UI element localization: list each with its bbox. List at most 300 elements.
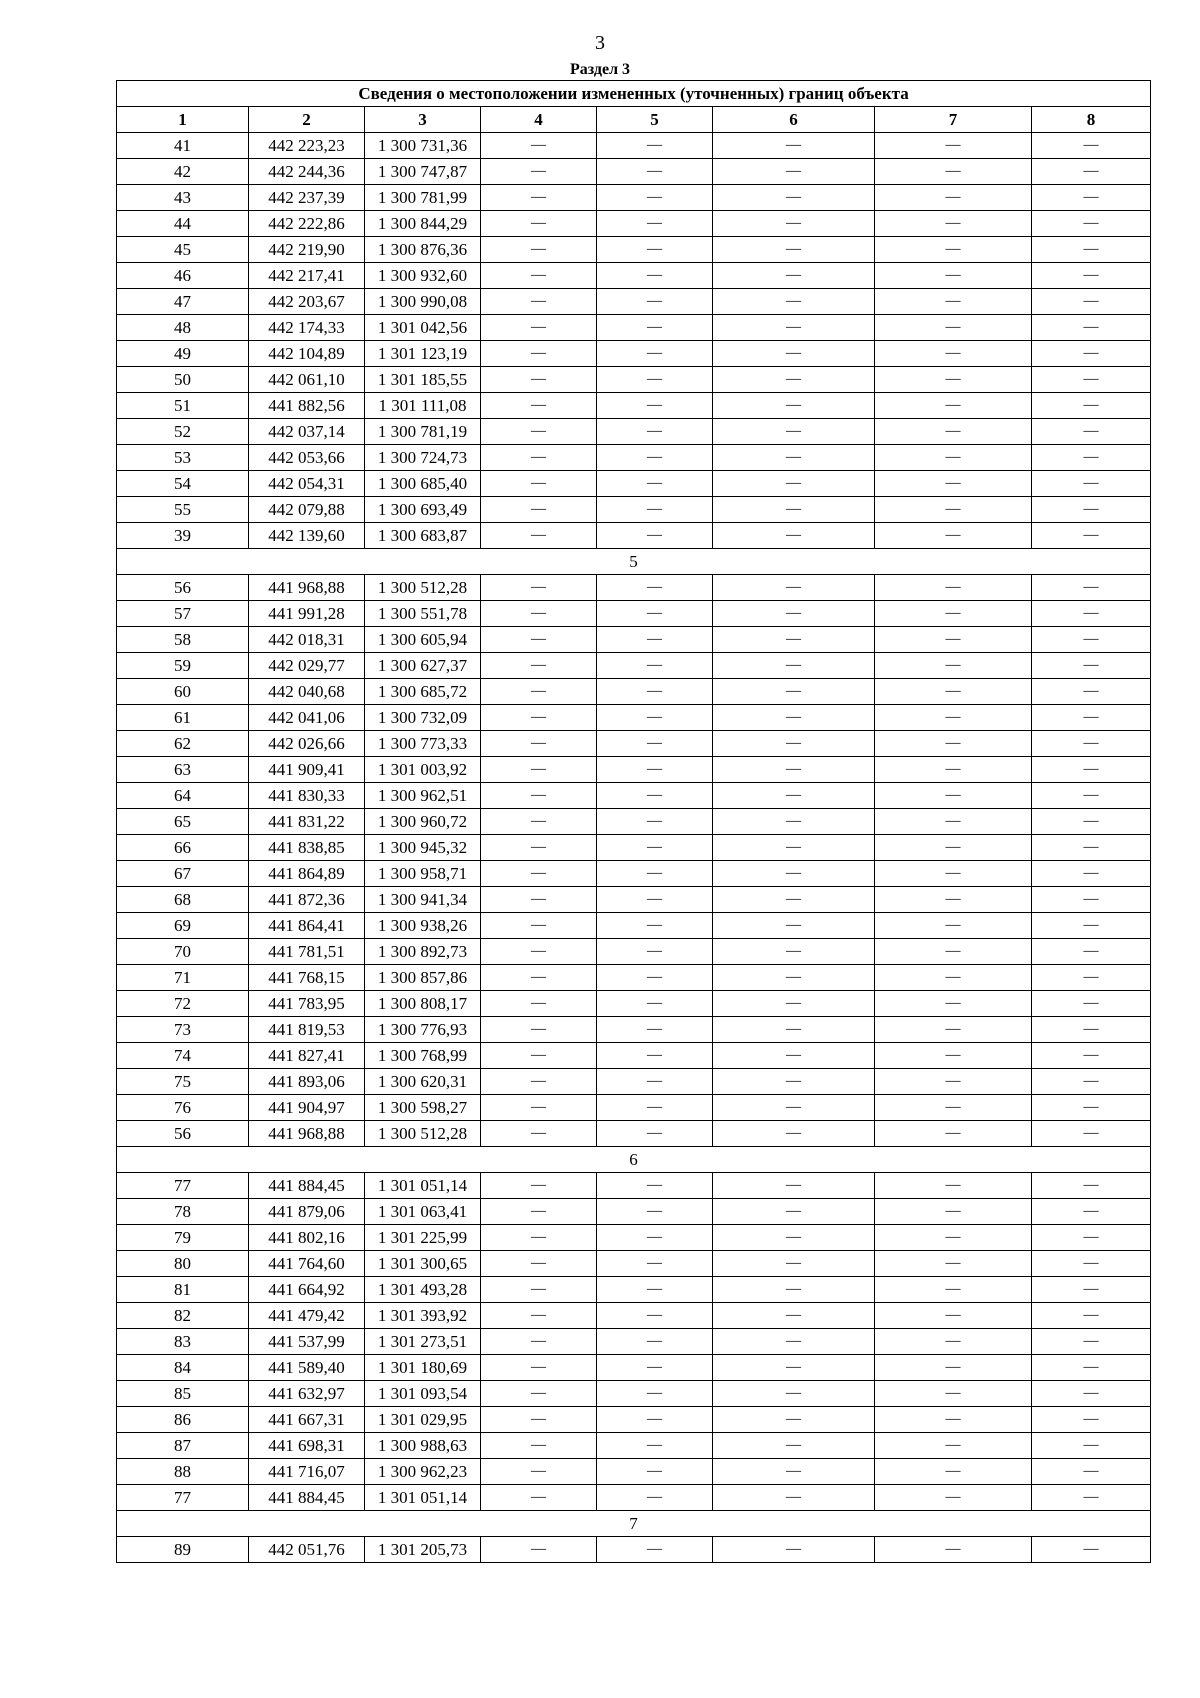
- point-number-cell: 88: [117, 1459, 249, 1485]
- point-number-cell: 89: [117, 1537, 249, 1563]
- table-row: [117, 133, 1151, 159]
- empty-cell-col7: —: [875, 1407, 1032, 1433]
- empty-cell-col7: —: [875, 185, 1032, 211]
- empty-cell-col4: —: [481, 705, 597, 731]
- empty-cell-col6: —: [713, 1225, 875, 1251]
- empty-cell-col7: —: [875, 991, 1032, 1017]
- empty-cell-col8: —: [1032, 367, 1151, 393]
- column-number-4: 4: [481, 107, 597, 133]
- table-row: [117, 1537, 1151, 1563]
- empty-cell-col5: —: [597, 1433, 713, 1459]
- x-coordinate-cell: 441 882,56: [249, 393, 365, 419]
- point-number-cell: 60: [117, 679, 249, 705]
- empty-cell-col8: —: [1032, 1459, 1151, 1485]
- x-coordinate-cell: 442 051,76: [249, 1537, 365, 1563]
- empty-cell-col7: —: [875, 835, 1032, 861]
- column-number-3: 3: [365, 107, 481, 133]
- empty-cell-col4: —: [481, 1043, 597, 1069]
- empty-cell-col7: —: [875, 1355, 1032, 1381]
- empty-cell-col7: —: [875, 627, 1032, 653]
- empty-cell-col8: —: [1032, 757, 1151, 783]
- table-row: [117, 809, 1151, 835]
- y-coordinate-cell: 1 300 962,51: [365, 783, 481, 809]
- empty-cell-col7: —: [875, 315, 1032, 341]
- empty-cell-col5: —: [597, 315, 713, 341]
- empty-cell-col5: —: [597, 1251, 713, 1277]
- empty-cell-col5: —: [597, 1407, 713, 1433]
- empty-cell-col8: —: [1032, 315, 1151, 341]
- empty-cell-col4: —: [481, 1329, 597, 1355]
- empty-cell-col8: —: [1032, 601, 1151, 627]
- empty-cell-col5: —: [597, 133, 713, 159]
- empty-cell-col7: —: [875, 1017, 1032, 1043]
- empty-cell-col4: —: [481, 1355, 597, 1381]
- table-row: [117, 1355, 1151, 1381]
- empty-cell-col8: —: [1032, 705, 1151, 731]
- empty-cell-col4: —: [481, 1433, 597, 1459]
- x-coordinate-cell: 442 237,39: [249, 185, 365, 211]
- empty-cell-col6: —: [713, 1017, 875, 1043]
- empty-cell-col7: —: [875, 705, 1032, 731]
- empty-cell-col8: —: [1032, 939, 1151, 965]
- empty-cell-col7: —: [875, 497, 1032, 523]
- empty-cell-col7: —: [875, 1459, 1032, 1485]
- empty-cell-col4: —: [481, 1485, 597, 1511]
- empty-cell-col7: —: [875, 1199, 1032, 1225]
- empty-cell-col4: —: [481, 1537, 597, 1563]
- empty-cell-col6: —: [713, 1069, 875, 1095]
- empty-cell-col5: —: [597, 861, 713, 887]
- empty-cell-col5: —: [597, 1303, 713, 1329]
- empty-cell-col4: —: [481, 237, 597, 263]
- empty-cell-col6: —: [713, 1433, 875, 1459]
- x-coordinate-cell: 441 664,92: [249, 1277, 365, 1303]
- x-coordinate-cell: 441 838,85: [249, 835, 365, 861]
- point-number-cell: 87: [117, 1433, 249, 1459]
- empty-cell-col6: —: [713, 315, 875, 341]
- empty-cell-col4: —: [481, 1277, 597, 1303]
- empty-cell-col5: —: [597, 1277, 713, 1303]
- empty-cell-col7: —: [875, 809, 1032, 835]
- point-number-cell: 72: [117, 991, 249, 1017]
- empty-cell-col5: —: [597, 1537, 713, 1563]
- table-row: [117, 1407, 1151, 1433]
- table-row: [117, 497, 1151, 523]
- x-coordinate-cell: 441 879,06: [249, 1199, 365, 1225]
- y-coordinate-cell: 1 300 732,09: [365, 705, 481, 731]
- empty-cell-col4: —: [481, 939, 597, 965]
- empty-cell-col5: —: [597, 1459, 713, 1485]
- table-row: [117, 1329, 1151, 1355]
- table-row: [117, 679, 1151, 705]
- empty-cell-col6: —: [713, 341, 875, 367]
- empty-cell-col4: —: [481, 965, 597, 991]
- empty-cell-col5: —: [597, 575, 713, 601]
- empty-cell-col8: —: [1032, 341, 1151, 367]
- point-number-cell: 63: [117, 757, 249, 783]
- group-row: [117, 1511, 1151, 1537]
- empty-cell-col6: —: [713, 523, 875, 549]
- x-coordinate-cell: 441 991,28: [249, 601, 365, 627]
- empty-cell-col8: —: [1032, 965, 1151, 991]
- x-coordinate-cell: 441 781,51: [249, 939, 365, 965]
- column-number-6: 6: [713, 107, 875, 133]
- empty-cell-col5: —: [597, 1173, 713, 1199]
- empty-cell-col5: —: [597, 523, 713, 549]
- x-coordinate-cell: 441 864,41: [249, 913, 365, 939]
- y-coordinate-cell: 1 300 747,87: [365, 159, 481, 185]
- empty-cell-col7: —: [875, 367, 1032, 393]
- point-number-cell: 56: [117, 1121, 249, 1147]
- empty-cell-col4: —: [481, 913, 597, 939]
- point-number-cell: 54: [117, 471, 249, 497]
- y-coordinate-cell: 1 301 205,73: [365, 1537, 481, 1563]
- empty-cell-col7: —: [875, 393, 1032, 419]
- empty-cell-col4: —: [481, 393, 597, 419]
- y-coordinate-cell: 1 301 029,95: [365, 1407, 481, 1433]
- empty-cell-col7: —: [875, 237, 1032, 263]
- table-row: [117, 757, 1151, 783]
- table-row: [117, 367, 1151, 393]
- y-coordinate-cell: 1 300 685,40: [365, 471, 481, 497]
- x-coordinate-cell: 442 217,41: [249, 263, 365, 289]
- empty-cell-col4: —: [481, 1095, 597, 1121]
- table-row: [117, 991, 1151, 1017]
- x-coordinate-cell: 442 203,67: [249, 289, 365, 315]
- y-coordinate-cell: 1 300 551,78: [365, 601, 481, 627]
- empty-cell-col6: —: [713, 289, 875, 315]
- column-number-row: [117, 107, 1151, 133]
- empty-cell-col4: —: [481, 601, 597, 627]
- y-coordinate-cell: 1 300 598,27: [365, 1095, 481, 1121]
- x-coordinate-cell: 441 802,16: [249, 1225, 365, 1251]
- x-coordinate-cell: 441 716,07: [249, 1459, 365, 1485]
- table-row: [117, 523, 1151, 549]
- empty-cell-col8: —: [1032, 731, 1151, 757]
- empty-cell-col8: —: [1032, 1069, 1151, 1095]
- x-coordinate-cell: 442 053,66: [249, 445, 365, 471]
- table-row: [117, 861, 1151, 887]
- empty-cell-col6: —: [713, 185, 875, 211]
- empty-cell-col6: —: [713, 237, 875, 263]
- empty-cell-col7: —: [875, 1251, 1032, 1277]
- y-coordinate-cell: 1 300 958,71: [365, 861, 481, 887]
- empty-cell-col8: —: [1032, 1095, 1151, 1121]
- x-coordinate-cell: 442 061,10: [249, 367, 365, 393]
- empty-cell-col5: —: [597, 1043, 713, 1069]
- empty-cell-col7: —: [875, 731, 1032, 757]
- empty-cell-col4: —: [481, 1173, 597, 1199]
- empty-cell-col6: —: [713, 419, 875, 445]
- empty-cell-col8: —: [1032, 237, 1151, 263]
- y-coordinate-cell: 1 300 876,36: [365, 237, 481, 263]
- empty-cell-col7: —: [875, 601, 1032, 627]
- x-coordinate-cell: 441 632,97: [249, 1381, 365, 1407]
- empty-cell-col4: —: [481, 497, 597, 523]
- empty-cell-col8: —: [1032, 809, 1151, 835]
- point-number-cell: 86: [117, 1407, 249, 1433]
- empty-cell-col4: —: [481, 263, 597, 289]
- empty-cell-col6: —: [713, 913, 875, 939]
- table-row: [117, 1303, 1151, 1329]
- point-number-cell: 44: [117, 211, 249, 237]
- empty-cell-col8: —: [1032, 211, 1151, 237]
- x-coordinate-cell: 442 104,89: [249, 341, 365, 367]
- empty-cell-col5: —: [597, 211, 713, 237]
- empty-cell-col4: —: [481, 471, 597, 497]
- x-coordinate-cell: 441 864,89: [249, 861, 365, 887]
- empty-cell-col5: —: [597, 263, 713, 289]
- empty-cell-col5: —: [597, 783, 713, 809]
- empty-cell-col6: —: [713, 991, 875, 1017]
- x-coordinate-cell: 441 830,33: [249, 783, 365, 809]
- empty-cell-col5: —: [597, 1381, 713, 1407]
- empty-cell-col5: —: [597, 991, 713, 1017]
- x-coordinate-cell: 442 041,06: [249, 705, 365, 731]
- empty-cell-col4: —: [481, 731, 597, 757]
- table-row: [117, 315, 1151, 341]
- y-coordinate-cell: 1 300 693,49: [365, 497, 481, 523]
- point-number-cell: 77: [117, 1485, 249, 1511]
- empty-cell-col6: —: [713, 1173, 875, 1199]
- point-number-cell: 65: [117, 809, 249, 835]
- point-number-cell: 76: [117, 1095, 249, 1121]
- y-coordinate-cell: 1 300 938,26: [365, 913, 481, 939]
- empty-cell-col7: —: [875, 211, 1032, 237]
- x-coordinate-cell: 441 764,60: [249, 1251, 365, 1277]
- point-number-cell: 75: [117, 1069, 249, 1095]
- empty-cell-col6: —: [713, 1485, 875, 1511]
- empty-cell-col4: —: [481, 523, 597, 549]
- y-coordinate-cell: 1 301 123,19: [365, 341, 481, 367]
- empty-cell-col4: —: [481, 783, 597, 809]
- table-row: [117, 1277, 1151, 1303]
- point-number-cell: 41: [117, 133, 249, 159]
- point-number-cell: 59: [117, 653, 249, 679]
- empty-cell-col7: —: [875, 1485, 1032, 1511]
- empty-cell-col6: —: [713, 965, 875, 991]
- empty-cell-col7: —: [875, 471, 1032, 497]
- point-number-cell: 57: [117, 601, 249, 627]
- empty-cell-col5: —: [597, 341, 713, 367]
- empty-cell-col4: —: [481, 991, 597, 1017]
- empty-cell-col7: —: [875, 1303, 1032, 1329]
- empty-cell-col5: —: [597, 445, 713, 471]
- empty-cell-col7: —: [875, 1121, 1032, 1147]
- empty-cell-col6: —: [713, 1329, 875, 1355]
- x-coordinate-cell: 441 893,06: [249, 1069, 365, 1095]
- x-coordinate-cell: 441 698,31: [249, 1433, 365, 1459]
- x-coordinate-cell: 441 589,40: [249, 1355, 365, 1381]
- point-number-cell: 62: [117, 731, 249, 757]
- x-coordinate-cell: 442 222,86: [249, 211, 365, 237]
- table-row: [117, 159, 1151, 185]
- y-coordinate-cell: 1 300 945,32: [365, 835, 481, 861]
- table-row: [117, 965, 1151, 991]
- empty-cell-col4: —: [481, 1069, 597, 1095]
- empty-cell-col4: —: [481, 159, 597, 185]
- empty-cell-col4: —: [481, 419, 597, 445]
- point-number-cell: 70: [117, 939, 249, 965]
- empty-cell-col5: —: [597, 1017, 713, 1043]
- point-number-cell: 81: [117, 1277, 249, 1303]
- group-label: 7: [117, 1511, 1151, 1537]
- y-coordinate-cell: 1 300 941,34: [365, 887, 481, 913]
- point-number-cell: 39: [117, 523, 249, 549]
- x-coordinate-cell: 442 054,31: [249, 471, 365, 497]
- empty-cell-col5: —: [597, 1069, 713, 1095]
- empty-cell-col7: —: [875, 341, 1032, 367]
- x-coordinate-cell: 441 827,41: [249, 1043, 365, 1069]
- empty-cell-col5: —: [597, 1485, 713, 1511]
- empty-cell-col4: —: [481, 575, 597, 601]
- y-coordinate-cell: 1 301 042,56: [365, 315, 481, 341]
- empty-cell-col8: —: [1032, 861, 1151, 887]
- empty-cell-col4: —: [481, 679, 597, 705]
- x-coordinate-cell: 441 479,42: [249, 1303, 365, 1329]
- group-label: 5: [117, 549, 1151, 575]
- point-number-cell: 73: [117, 1017, 249, 1043]
- table-row: [117, 237, 1151, 263]
- point-number-cell: 85: [117, 1381, 249, 1407]
- empty-cell-col5: —: [597, 913, 713, 939]
- y-coordinate-cell: 1 300 857,86: [365, 965, 481, 991]
- empty-cell-col7: —: [875, 1225, 1032, 1251]
- empty-cell-col8: —: [1032, 1329, 1151, 1355]
- empty-cell-col6: —: [713, 757, 875, 783]
- empty-cell-col6: —: [713, 601, 875, 627]
- x-coordinate-cell: 442 079,88: [249, 497, 365, 523]
- column-number-1: 1: [117, 107, 249, 133]
- empty-cell-col6: —: [713, 367, 875, 393]
- empty-cell-col7: —: [875, 575, 1032, 601]
- x-coordinate-cell: 442 037,14: [249, 419, 365, 445]
- empty-cell-col6: —: [713, 1095, 875, 1121]
- empty-cell-col6: —: [713, 1537, 875, 1563]
- y-coordinate-cell: 1 300 892,73: [365, 939, 481, 965]
- empty-cell-col5: —: [597, 1355, 713, 1381]
- empty-cell-col7: —: [875, 1537, 1032, 1563]
- y-coordinate-cell: 1 300 512,28: [365, 575, 481, 601]
- empty-cell-col8: —: [1032, 393, 1151, 419]
- empty-cell-col5: —: [597, 471, 713, 497]
- y-coordinate-cell: 1 301 393,92: [365, 1303, 481, 1329]
- empty-cell-col8: —: [1032, 913, 1151, 939]
- table-row: [117, 653, 1151, 679]
- empty-cell-col6: —: [713, 939, 875, 965]
- empty-cell-col4: —: [481, 887, 597, 913]
- y-coordinate-cell: 1 301 180,69: [365, 1355, 481, 1381]
- empty-cell-col4: —: [481, 445, 597, 471]
- empty-cell-col8: —: [1032, 1017, 1151, 1043]
- group-label: 6: [117, 1147, 1151, 1173]
- column-number-2: 2: [249, 107, 365, 133]
- y-coordinate-cell: 1 300 685,72: [365, 679, 481, 705]
- empty-cell-col8: —: [1032, 133, 1151, 159]
- empty-cell-col7: —: [875, 289, 1032, 315]
- point-number-cell: 47: [117, 289, 249, 315]
- empty-cell-col4: —: [481, 809, 597, 835]
- x-coordinate-cell: 442 018,31: [249, 627, 365, 653]
- table-row: [117, 211, 1151, 237]
- empty-cell-col8: —: [1032, 445, 1151, 471]
- empty-cell-col8: —: [1032, 1225, 1151, 1251]
- point-number-cell: 82: [117, 1303, 249, 1329]
- empty-cell-col8: —: [1032, 991, 1151, 1017]
- y-coordinate-cell: 1 300 627,37: [365, 653, 481, 679]
- empty-cell-col4: —: [481, 185, 597, 211]
- empty-cell-col8: —: [1032, 1251, 1151, 1277]
- empty-cell-col4: —: [481, 341, 597, 367]
- y-coordinate-cell: 1 301 185,55: [365, 367, 481, 393]
- empty-cell-col8: —: [1032, 575, 1151, 601]
- y-coordinate-cell: 1 300 620,31: [365, 1069, 481, 1095]
- x-coordinate-cell: 441 968,88: [249, 1121, 365, 1147]
- empty-cell-col5: —: [597, 835, 713, 861]
- table-row: [117, 1069, 1151, 1095]
- empty-cell-col8: —: [1032, 1355, 1151, 1381]
- table-row: [117, 1173, 1151, 1199]
- empty-cell-col6: —: [713, 809, 875, 835]
- empty-cell-col7: —: [875, 1277, 1032, 1303]
- point-number-cell: 74: [117, 1043, 249, 1069]
- y-coordinate-cell: 1 300 776,93: [365, 1017, 481, 1043]
- empty-cell-col4: —: [481, 1407, 597, 1433]
- y-coordinate-cell: 1 301 493,28: [365, 1277, 481, 1303]
- y-coordinate-cell: 1 300 781,99: [365, 185, 481, 211]
- empty-cell-col8: —: [1032, 159, 1151, 185]
- empty-cell-col8: —: [1032, 1381, 1151, 1407]
- table-row: [117, 289, 1151, 315]
- empty-cell-col7: —: [875, 757, 1032, 783]
- y-coordinate-cell: 1 300 988,63: [365, 1433, 481, 1459]
- x-coordinate-cell: 441 904,97: [249, 1095, 365, 1121]
- empty-cell-col7: —: [875, 783, 1032, 809]
- point-number-cell: 61: [117, 705, 249, 731]
- empty-cell-col4: —: [481, 627, 597, 653]
- point-number-cell: 52: [117, 419, 249, 445]
- empty-cell-col8: —: [1032, 1043, 1151, 1069]
- empty-cell-col7: —: [875, 861, 1032, 887]
- table-row: [117, 419, 1151, 445]
- table-row: [117, 1251, 1151, 1277]
- y-coordinate-cell: 1 300 512,28: [365, 1121, 481, 1147]
- point-number-cell: 79: [117, 1225, 249, 1251]
- empty-cell-col8: —: [1032, 289, 1151, 315]
- empty-cell-col4: —: [481, 133, 597, 159]
- empty-cell-col5: —: [597, 939, 713, 965]
- table-row: [117, 705, 1151, 731]
- y-coordinate-cell: 1 301 273,51: [365, 1329, 481, 1355]
- empty-cell-col6: —: [713, 861, 875, 887]
- empty-cell-col4: —: [481, 1225, 597, 1251]
- x-coordinate-cell: 441 537,99: [249, 1329, 365, 1355]
- empty-cell-col5: —: [597, 159, 713, 185]
- point-number-cell: 66: [117, 835, 249, 861]
- empty-cell-col5: —: [597, 237, 713, 263]
- empty-cell-col8: —: [1032, 1277, 1151, 1303]
- empty-cell-col7: —: [875, 1173, 1032, 1199]
- empty-cell-col8: —: [1032, 1433, 1151, 1459]
- x-coordinate-cell: 441 872,36: [249, 887, 365, 913]
- x-coordinate-cell: 441 909,41: [249, 757, 365, 783]
- point-number-cell: 55: [117, 497, 249, 523]
- point-number-cell: 67: [117, 861, 249, 887]
- empty-cell-col8: —: [1032, 1537, 1151, 1563]
- empty-cell-col6: —: [713, 1355, 875, 1381]
- empty-cell-col6: —: [713, 783, 875, 809]
- empty-cell-col8: —: [1032, 1173, 1151, 1199]
